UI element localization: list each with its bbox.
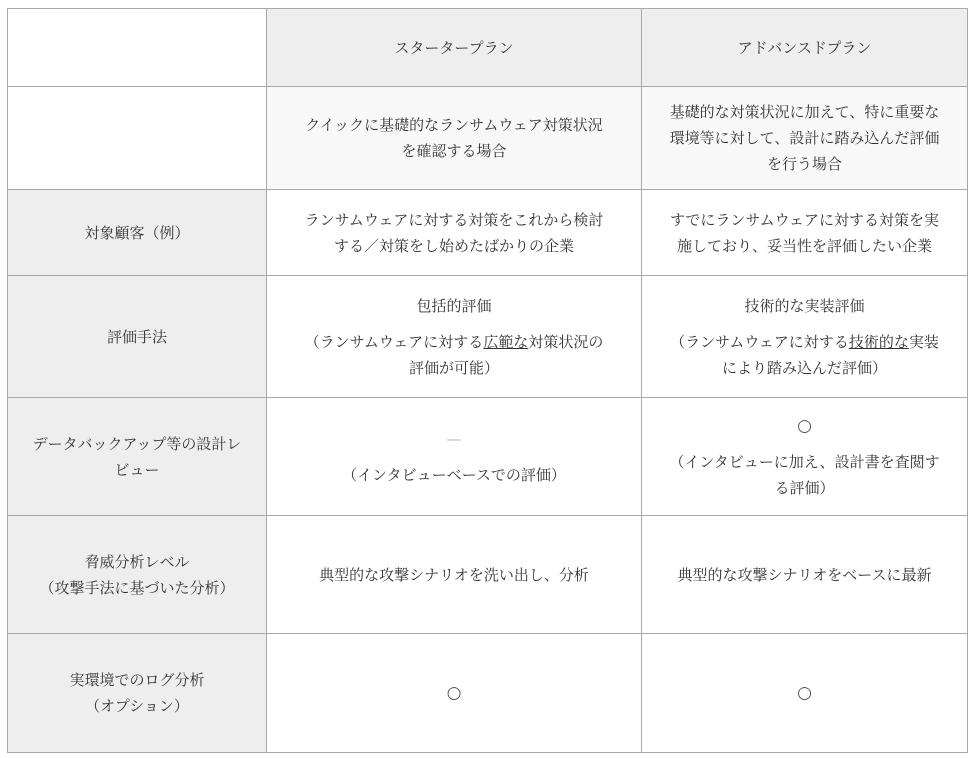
emphasis-underline: 広範な [483,332,529,351]
design-review-row [8,398,968,516]
header-corner-cell [8,9,267,87]
emphasis-underline: 技術的な [848,332,909,351]
target-customer-label: 対象顧客（例） [8,190,267,276]
log-analysis-advanced [642,634,968,753]
evaluation-method-label: 評価手法 [8,276,267,398]
header-advanced-plan: アドバンスドプラン [642,9,968,87]
evaluation-method-starter-title: 包括的評価 [416,296,492,315]
design-review-starter [267,398,642,516]
log-analysis-label-line: 実環境でのログ分析 [69,671,205,689]
design-review-label-line: ビュー [114,460,160,479]
use-case-advanced [642,87,968,190]
use-case-label [8,87,267,190]
use-case-starter-line: を確認する場合 [401,142,507,160]
note-text: 実装 [908,332,939,351]
use-case-advanced-line: を行う場合 [766,155,842,173]
target-customer-advanced-line: すでにランサムウェアに対する対策を実 [669,210,940,229]
evaluation-method-row [8,276,968,398]
threat-analysis-starter: 典型的な攻撃シナリオを洗い出し、分析 [267,516,642,634]
evaluation-method-starter-note-line2: 評価が可能） [408,358,499,377]
evaluation-method-starter-note [275,329,633,355]
design-review-advanced-note: （インタビューに加え、設計書を査閲す [669,452,940,471]
target-customer-advanced-line: 施しており、妥当性を評価したい企業 [676,236,932,255]
note-text: （ランサムウェアに対する [304,332,484,351]
use-case-advanced-line: 基礎的な対策状況に加えて、特に重要な [669,103,940,121]
included-circle-icon: ○ [797,683,812,703]
log-analysis-label-line: （オプション） [85,697,189,715]
use-case-starter-line: クイックに基礎的なランサムウェア対策状況 [305,116,603,134]
header-row [8,9,968,87]
design-review-label [8,398,267,516]
threat-analysis-advanced: 典型的な攻撃シナリオをベースに最新 [642,516,968,634]
threat-analysis-row [8,516,968,634]
note-text: 対策状況の [528,332,604,351]
use-case-advanced-line: 環境等に対して、設計に踏み込んだ評価 [669,129,940,147]
note-text: （ランサムウェアに対する [670,332,849,351]
threat-analysis-label [8,516,267,634]
not-included-dash: — [446,429,462,448]
target-customer-starter [267,190,642,276]
target-customer-starter-line: ランサムウェアに対する対策をこれから検討 [304,210,604,229]
use-case-row [8,87,968,190]
design-review-label-line: データバックアップ等の設計レ [32,434,242,453]
header-starter-plan: スタータープラン [267,9,642,87]
design-review-advanced [642,398,968,516]
evaluation-method-starter [267,276,642,398]
target-customer-advanced [642,190,968,276]
evaluation-method-advanced [642,276,968,398]
evaluation-method-advanced-note [650,329,959,355]
plan-comparison-table [7,8,968,753]
log-analysis-starter [267,634,642,753]
threat-analysis-label-line: 脅威分析レベル [84,552,190,571]
evaluation-method-advanced-note-line2: により踏み込んだ評価） [721,358,887,377]
log-analysis-row [8,634,968,753]
target-customer-row [8,190,968,276]
evaluation-method-advanced-title: 技術的な実装評価 [744,296,865,315]
threat-analysis-label-line: （攻撃手法に基づいた分析） [39,578,235,597]
design-review-starter-note: （インタビューベースでの評価） [342,465,566,484]
included-circle-icon: ○ [797,415,812,436]
included-circle-icon: ○ [446,683,462,703]
log-analysis-label [8,634,267,753]
target-customer-starter-line: する／対策をし始めたばかりの企業 [333,236,574,255]
use-case-starter [267,87,642,190]
design-review-advanced-note: る評価） [774,478,835,497]
